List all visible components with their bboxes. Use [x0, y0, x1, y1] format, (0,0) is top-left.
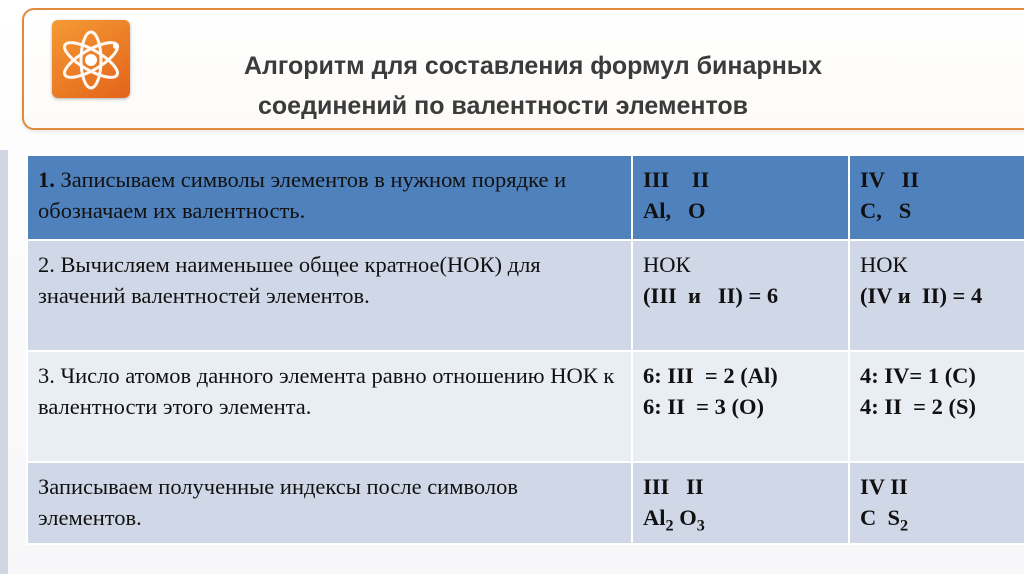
left-accent-strip [0, 150, 8, 574]
table-row [27, 462, 1024, 544]
valence-line: IV II [860, 167, 919, 192]
title-line-2: соединений по валентности элементов [258, 92, 749, 120]
step-text: Записываем полученные индексы после символов элементов. [38, 474, 518, 530]
ratio-line: 6: II = 3 (O) [643, 394, 764, 419]
title-line-1: Алгоритм для составления формул бинарных [244, 52, 823, 80]
logo [52, 20, 130, 98]
title-banner [22, 8, 1024, 130]
step-text: Записываем символы элементов в нужном порядке и обозначаем их валентность. [38, 167, 567, 223]
page-title [244, 46, 1004, 126]
ratio-line: 6: III = 2 (Al) [643, 363, 778, 388]
atom-icon [52, 20, 130, 98]
step-cell [27, 351, 632, 462]
formula-index: 2 [665, 516, 674, 535]
nok-value: (IV и II) = 4 [860, 283, 983, 308]
example-cell [632, 240, 849, 351]
algorithm-table [26, 154, 1024, 545]
formula-line: Al, O [643, 198, 706, 223]
nok-label: НОК [860, 252, 908, 277]
example-cell [632, 462, 849, 544]
example-cell [632, 351, 849, 462]
table-row [27, 351, 1024, 462]
example-cell [632, 155, 849, 240]
table-row [27, 240, 1024, 351]
ratio-line: 4: IV= 1 (C) [860, 363, 976, 388]
formula-element: C S [860, 505, 901, 530]
formula-index: 3 [696, 516, 705, 535]
example-cell [849, 351, 1024, 462]
table-row [27, 155, 1024, 240]
example-cell [849, 462, 1024, 544]
step-text: 2. Вычисляем наименьшее общее кратное(НОК) для значений валентностей элементов. [38, 252, 541, 308]
valence-line: III II [643, 167, 710, 192]
step-cell [27, 155, 632, 240]
valence-line: IV II [860, 474, 908, 499]
formula-element: O [673, 505, 697, 530]
ratio-line: 4: II = 2 (S) [860, 394, 976, 419]
formula-index: 2 [900, 516, 909, 535]
step-text: 3. Число атомов данного элемента равно отношению НОК к валентности этого элемента. [38, 363, 615, 419]
formula-line: C, S [860, 198, 912, 223]
formula-element: Al [643, 505, 666, 530]
valence-line: III II [643, 474, 704, 499]
step-cell [27, 462, 632, 544]
step-number: 1. [38, 167, 55, 192]
nok-value: (III и II) = 6 [643, 283, 779, 308]
example-cell [849, 240, 1024, 351]
nok-label: НОК [643, 252, 691, 277]
example-cell [849, 155, 1024, 240]
step-cell [27, 240, 632, 351]
